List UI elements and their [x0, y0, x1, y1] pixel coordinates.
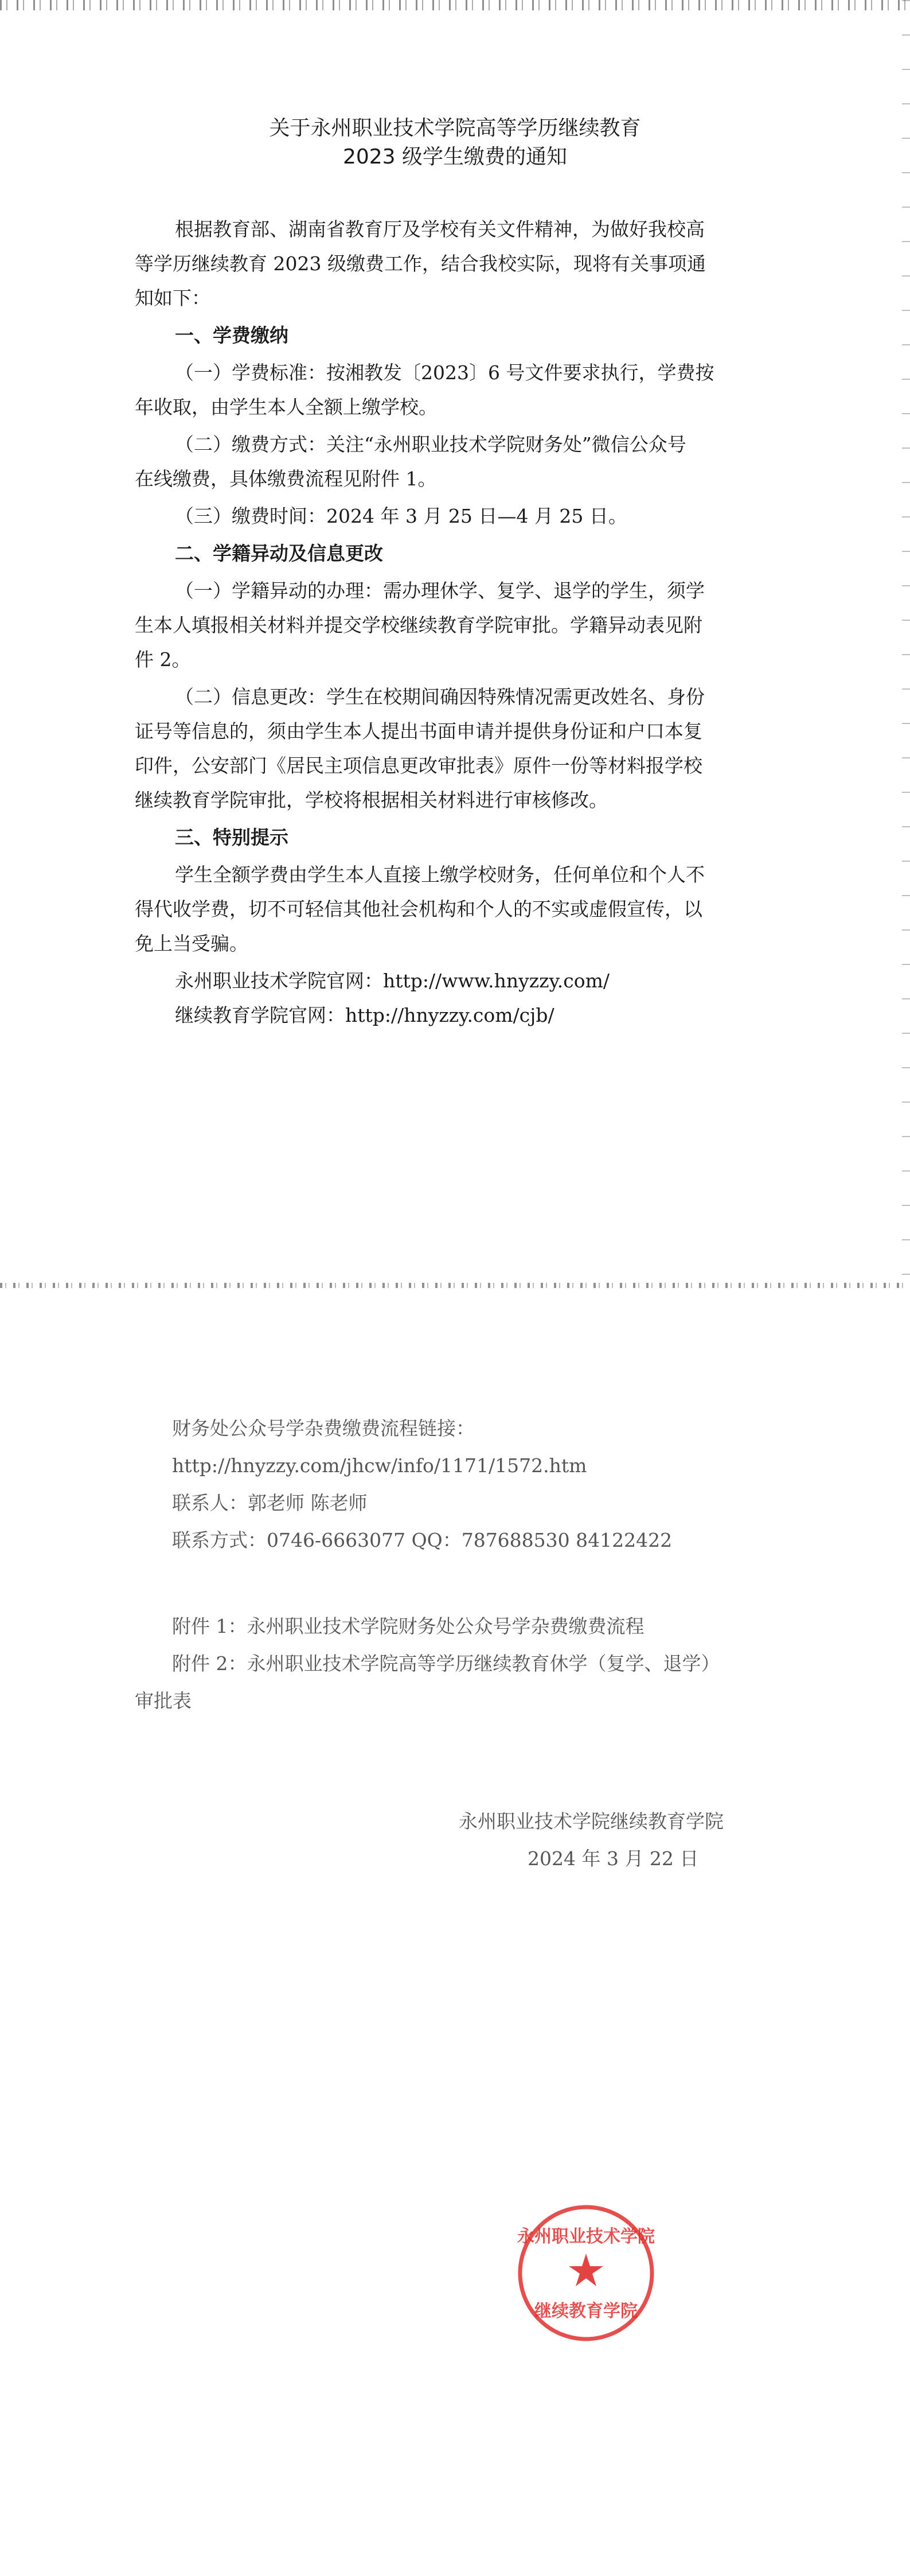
section1-heading: 一、学费缴纳	[175, 324, 288, 347]
scan-edge-top	[0, 0, 910, 10]
scan-edge-right	[902, 0, 910, 1288]
attachment-2-line1: 附件 2：永州职业技术学院高等学历继续教育休学（复学、退学）	[172, 1652, 720, 1675]
payment-link-url: http://hnyzzy.com/jhcw/info/1171/1572.htm	[172, 1454, 587, 1477]
section2-item2-line: （二）信息更改：学生在校期间确因特殊情况需更改姓名、身份	[175, 686, 705, 708]
section1-item1-line: 年收取，由学生本人全额上缴学校。	[135, 396, 438, 418]
contact-persons: 联系人：郭老师 陈老师	[172, 1492, 368, 1514]
section3-heading: 三、特别提示	[175, 826, 288, 849]
notice-title-line2: 2023 级学生缴费的通知	[342, 145, 568, 169]
college-website: 永州职业技术学院官网：http://www.hnyzzy.com/	[175, 970, 610, 992]
section1-item3: （三）缴费时间：2024 年 3 月 25 日—4 月 25 日。	[175, 505, 627, 527]
intro-line: 等学历继续教育 2023 级缴费工作，结合我校实际，现将有关事项通	[135, 252, 706, 275]
payment-link-label: 财务处公众号学杂费缴费流程链接：	[172, 1417, 475, 1439]
section2-item1-line: 生本人填报相关材料并提交学校继续教育学院审批。学籍异动表见附	[135, 614, 702, 636]
signature-date: 2024 年 3 月 22 日	[528, 1847, 699, 1870]
section2-item2-line: 证号等信息的，须由学生本人提出书面申请并提供身份证和户口本复	[135, 720, 702, 742]
section2-item2-line: 继续教育学院审批，学校将根据相关材料进行审核修改。	[135, 789, 608, 811]
contact-phones: 联系方式：0746-6663077 QQ：787688530 84122422	[172, 1529, 673, 1551]
section3-para-line: 免上当受骗。	[135, 932, 248, 955]
intro-line: 知如下：	[135, 287, 210, 309]
section1-item2-line: 在线缴费，具体缴费流程见附件 1。	[135, 468, 437, 490]
attachment-1: 附件 1：永州职业技术学院财务处公众号学杂费缴费流程	[172, 1615, 645, 1637]
section1-item2-line: （二）缴费方式：关注“永州职业技术学院财务处”微信公众号	[175, 433, 686, 456]
section1-item1-line: （一）学费标准：按湘教发〔2023〕6 号文件要求执行，学费按	[175, 361, 714, 384]
intro-line: 根据教育部、湖南省教育厅及学校有关文件精神，为做好我校高	[175, 218, 705, 240]
section2-heading: 二、学籍异动及信息更改	[175, 542, 383, 565]
section2-item1-line: 件 2。	[135, 648, 191, 671]
svg-text:继续教育学院: 继续教育学院	[534, 2301, 638, 2321]
official-seal-stamp	[516, 2203, 657, 2344]
notice-title-line1: 关于永州职业技术学院高等学历继续教育	[269, 116, 641, 140]
signature-organization: 永州职业技术学院继续教育学院	[459, 1810, 724, 1832]
continuing-education-website: 继续教育学院官网：http://hnyzzy.com/cjb/	[175, 1004, 554, 1026]
section2-item1-line: （一）学籍异动的办理：需办理休学、复学、退学的学生，须学	[175, 579, 705, 602]
svg-text:永州职业技术学院: 永州职业技术学院	[517, 2227, 655, 2247]
section3-para-line: 学生全额学费由学生本人直接上缴学校财务，任何单位和个人不	[175, 863, 705, 886]
attachment-2-line2: 审批表	[135, 1690, 192, 1712]
notice-page-2	[0, 1288, 910, 2576]
section3-para-line: 得代收学费，切不可轻信其他社会机构和个人的不实或虚假宣传，以	[135, 898, 702, 920]
section2-item2-line: 印件，公安部门《居民主项信息更改审批表》原件一份等材料报学校	[135, 754, 702, 777]
